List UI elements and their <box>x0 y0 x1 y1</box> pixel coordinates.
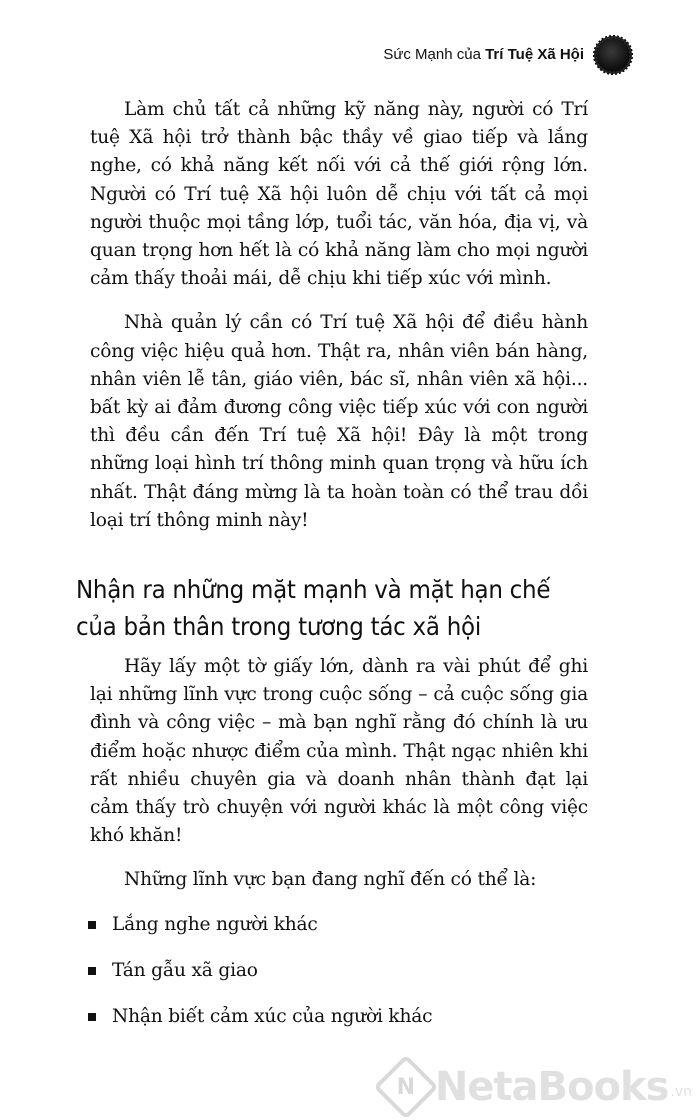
watermark-suffix: .vn <box>670 1084 692 1100</box>
logo-letter: N <box>396 1074 416 1100</box>
section-heading-line: của bản thân trong tương tác xã hội <box>76 612 481 642</box>
list-item-text: Nhận biết cảm xúc của người khác <box>112 1006 433 1028</box>
list-item <box>88 957 588 985</box>
list-item <box>88 1003 588 1031</box>
running-head-prefix: Sức Mạnh của <box>383 46 486 63</box>
page-header <box>0 0 700 90</box>
watermark-brand: NetaBooks <box>434 1064 669 1110</box>
page-body <box>76 96 588 1049</box>
square-bullet-icon <box>88 967 96 975</box>
page-number-badge-icon <box>596 38 630 72</box>
list-item <box>88 911 588 939</box>
square-bullet-icon <box>88 1013 96 1021</box>
watermark <box>383 1064 692 1110</box>
section-heading <box>76 571 610 645</box>
bullet-list <box>88 911 588 1032</box>
netabooks-logo-icon <box>373 1054 438 1119</box>
paragraph: Những lĩnh vực bạn đang nghĩ đến có thể là: <box>124 869 537 891</box>
running-head-title: Trí Tuệ Xã Hội <box>485 46 584 63</box>
list-item-text: Tán gẫu xã giao <box>112 959 258 981</box>
running-head <box>383 46 584 63</box>
paragraph: Làm chủ tất cả những kỹ năng này, người có Trí tuệ Xã hội trở thành bậc thầy về giao tiếp và lắng nghe, có khả năng kết nối với cả thế giới rộng lớn. Người có Trí tuệ Xã hội luôn dễ chịu với tất cả mọi người thuộc mọi tầng lớp, tuổi tác, văn hóa, địa vị, và quan trọng hơn hết là có khả năng làm cho mọi người cảm thấy thoải mái, dễ chịu khi tiếp xúc với mình. <box>90 99 588 290</box>
list-item-text: Lắng nghe người khác <box>112 913 318 935</box>
section-heading-line: Nhận ra những mặt mạnh và mặt hạn chế <box>76 575 551 605</box>
paragraph: Nhà quản lý cần có Trí tuệ Xã hội để điều hành công việc hiệu quả hơn. Thật ra, nhân viên bán hàng, nhân viên lễ tân, giáo viên, bác sĩ, nhân viên xã hội... bất kỳ ai đảm đương công việc tiếp xúc với con người thì đều cần đến Trí tuệ Xã hội! Đây là một trong những loại hình trí thông minh quan trọng và hữu ích nhất. Thật đáng mừng là ta hoàn toàn có thể trau dồi loại trí thông minh này! <box>90 312 588 531</box>
square-bullet-icon <box>88 921 96 929</box>
paragraph: Hãy lấy một tờ giấy lớn, dành ra vài phút để ghi lại những lĩnh vực trong cuộc sống – cả cuộc sống gia đình và công việc – mà bạn nghĩ rằng đó chính là ưu điểm hoặc nhược điểm của mình. Thật ngạc nhiên khi rất nhiều chuyên gia và doanh nhân thành đạt lại cảm thấy trò chuyện với người khác là một công việc khó khăn! <box>90 656 588 847</box>
